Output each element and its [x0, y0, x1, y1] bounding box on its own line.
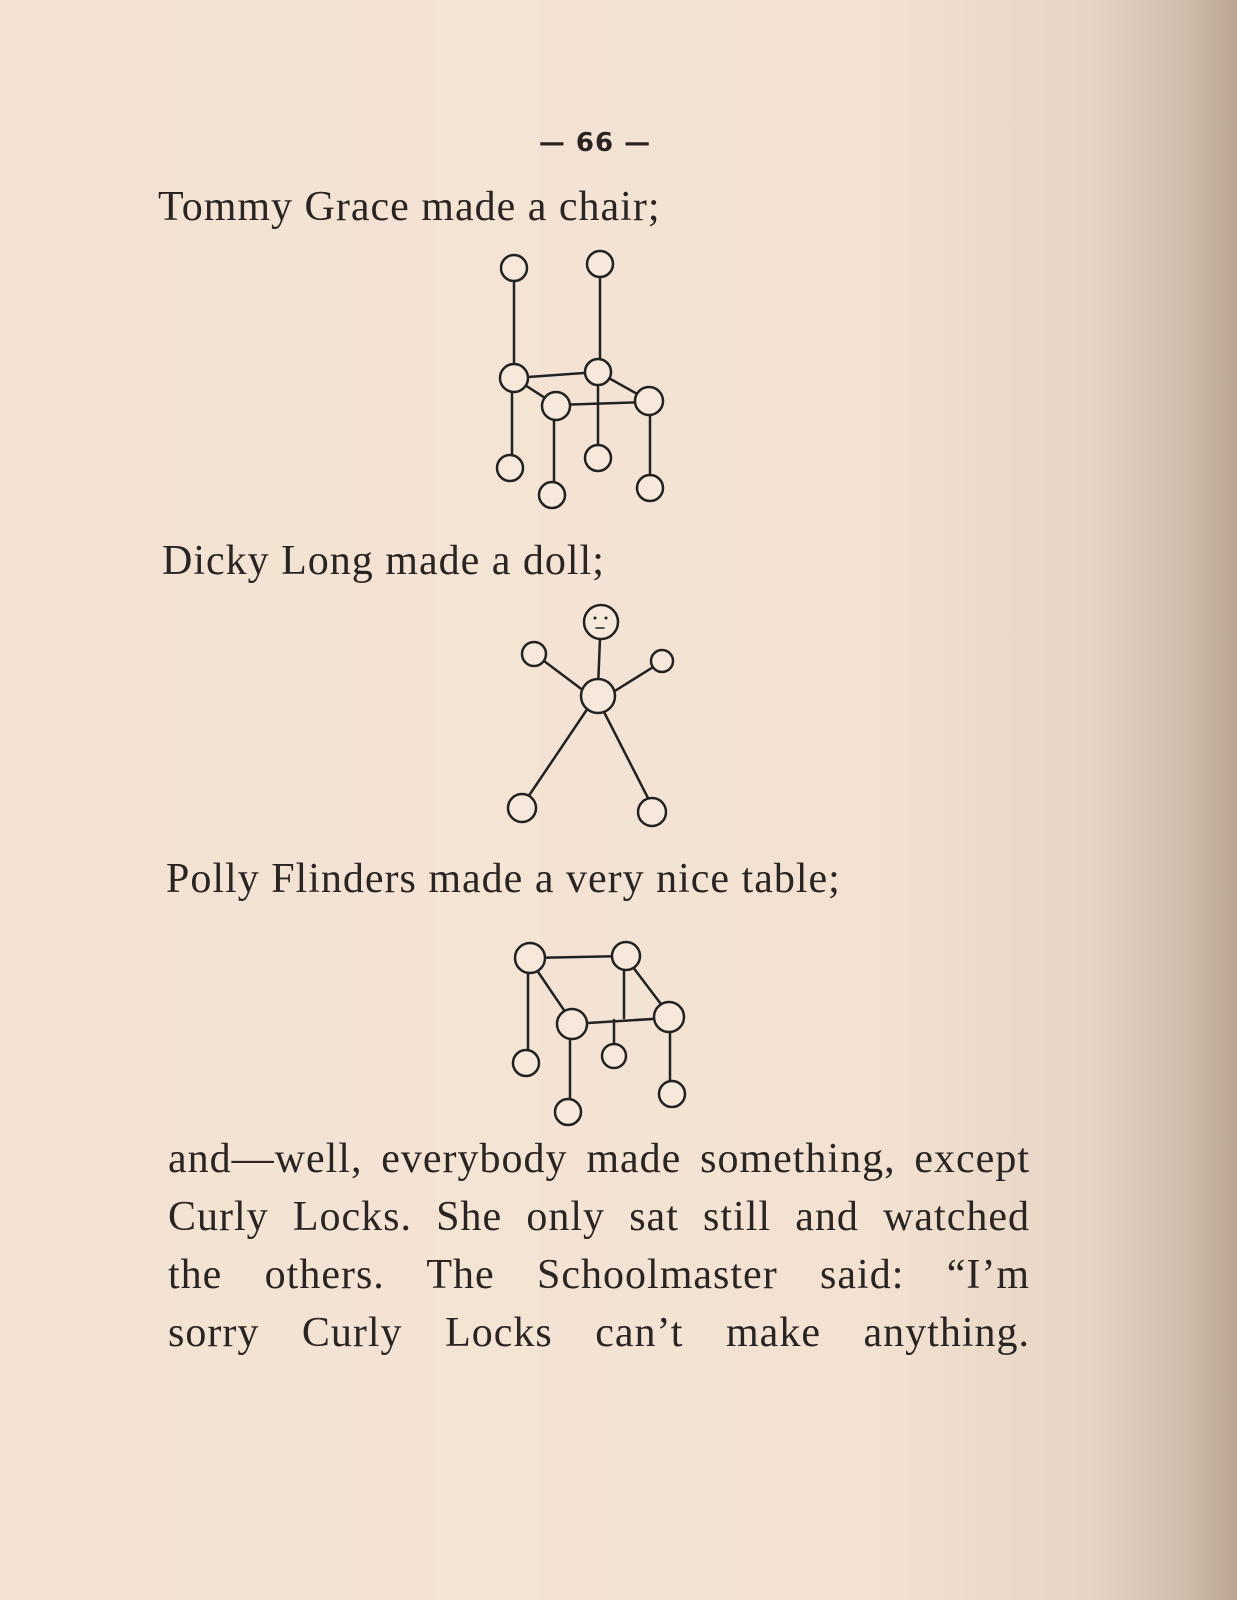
table-illustration	[490, 918, 710, 1128]
text-line-table: Polly Flinders made a very nice table;	[166, 856, 841, 902]
paragraph-line: the others. The Schoolmaster said: “I’m	[168, 1252, 1030, 1298]
page-number: — 66 —	[538, 128, 652, 158]
text-line-doll: Dicky Long made a doll;	[162, 538, 605, 584]
story-paragraph	[168, 1130, 1030, 1362]
paragraph-line: Curly Locks. She only sat still and watched	[168, 1194, 1030, 1240]
paragraph-line: sorry Curly Locks can’t make anything.	[168, 1310, 1030, 1356]
doll-illustration	[490, 600, 690, 840]
chair-illustration	[470, 240, 690, 530]
paragraph-line: and—well, everybody made something, except	[168, 1136, 1030, 1182]
text-line-chair: Tommy Grace made a chair;	[158, 184, 661, 230]
